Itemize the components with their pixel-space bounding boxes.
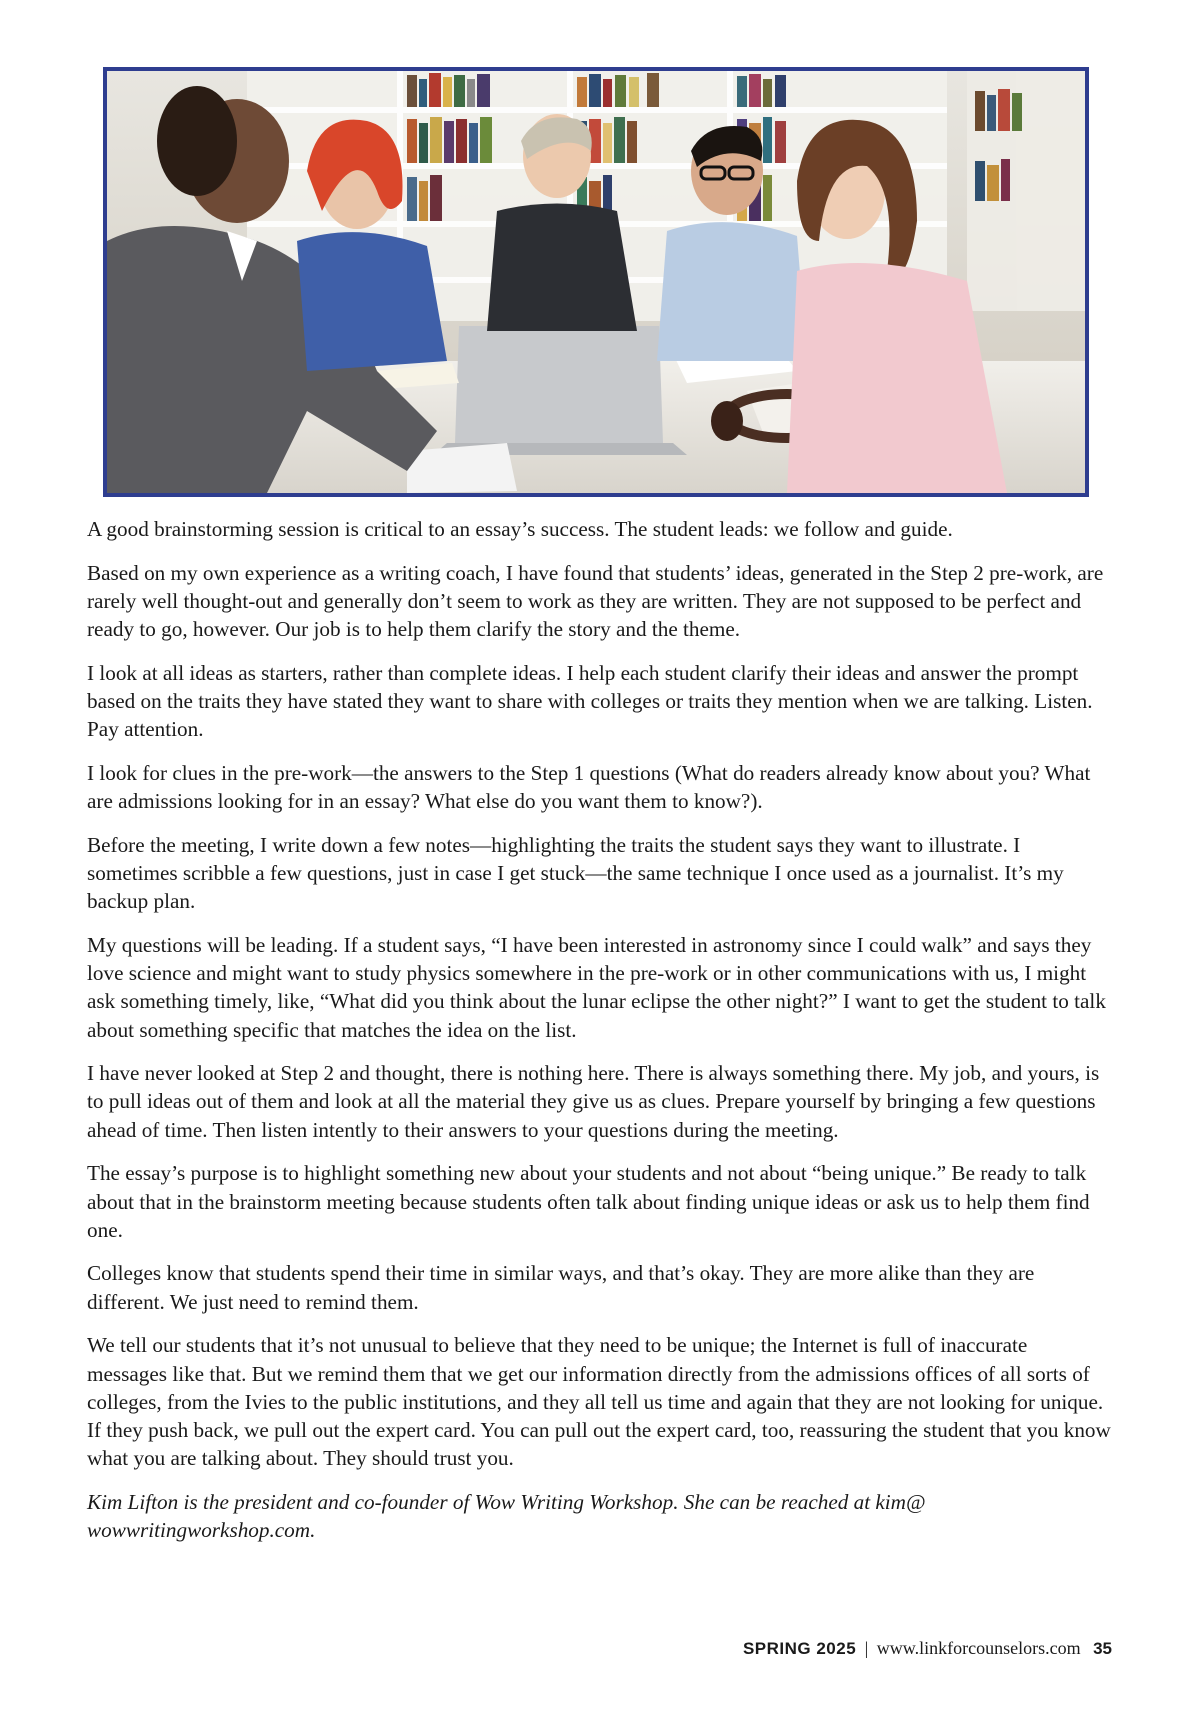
footer-separator: | [864,1638,869,1658]
paragraph: I look at all ideas as starters, rather than complete ideas. I help each student clarify their ideas and answer the prompt based on the traits they have stated they want to share with colleges or traits they mention when we are talking. Listen. Pay attention. [87,660,1093,742]
paragraph: I look for clues in the pre-work—the answers to the Step 1 questions (What do readers already know about you? What are admissions looking for in an essay? What else do you want them to know?). [87,760,1091,814]
author-bio: Kim Lifton is the president and co-founder of Wow Writing Workshop. She can be reached at kim@ wowwritingworkshop.com. [87,1489,926,1543]
students-brainstorming-photo [107,71,1085,493]
paragraph: A good brainstorming session is critical to an essay’s success. The student leads: we follow and guide. [87,517,953,541]
paragraph: We tell our students that it’s not unusual to believe that they need to be unique; the Internet is full of inaccurate messages like that. But we remind them that we get our information directly from the admissions offices of all sorts of colleges, from the Ivies to the public institutions, and they all tell us time and again that they are not looking for unique. If they push back, we pull out the expert card. You can pull out the expert card, too, reassuring the student that you know what you are talking about. They should trust you. [87,1333,1111,1471]
article-photo [103,67,1089,497]
paragraph: Based on my own experience as a writing coach, I have found that students’ ideas, generated in the Step 2 pre-work, are rarely well thought-out and generally don’t seem to work as they are written. They are not supposed to be perfect and ready to go, however. Our job is to help them clarify the story and the theme. [87,560,1104,642]
article-body [87,515,1112,1560]
paragraph: The essay’s purpose is to highlight something new about your students and not about “being unique.” Be ready to talk about that in the brainstorm meeting because students often talk about finding unique ideas or ask us to help them find one. [87,1161,1090,1242]
page-footer [743,1636,1112,1661]
paragraph: I have never looked at Step 2 and thought, there is nothing here. There is always something there. My job, and yours, is to pull ideas out of them and look at all the material they give us as clues. Prepare yourself by bringing a few questions ahead of time. Then listen intently to their answers to your questions during the meeting. [87,1061,1100,1142]
issue-season: SPRING 2025 [742,1639,857,1658]
paragraph: Before the meeting, I write down a few notes—highlighting the traits the student says they want to illustrate. I sometimes scribble a few questions, just in case I get stuck—the same technique I once used as a journalist. It’s my backup plan. [87,832,1064,914]
paragraph: Colleges know that students spend their time in similar ways, and that’s okay. They are more alike than they are different. We just need to remind them. [87,1261,1035,1314]
page-number: 35 [1093,1639,1112,1658]
paragraph: My questions will be leading. If a student says, “I have been interested in astronomy since I could walk” and says they love science and might want to study physics somewhere in the pre-work or in other communications with us, I might ask something timely, like, “What did you think about the lunar eclipse the other night?” I want to get the student to talk about something specific that matches the idea on the list. [87,932,1106,1042]
website-link[interactable]: www.linkforcounselors.com [876,1638,1081,1658]
